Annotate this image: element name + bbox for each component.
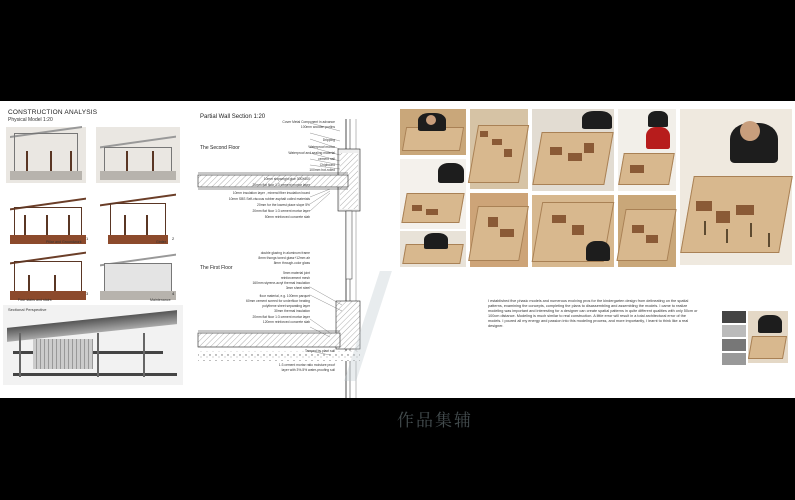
thumb-photo bbox=[722, 339, 746, 351]
note-slab: 10mm SBS Self-viscous rubber asphalt coiled materials bbox=[228, 197, 310, 201]
note-lower: polythene sheet separating layer bbox=[262, 304, 310, 308]
process-photo bbox=[532, 109, 614, 191]
note-lower: 5mm material joint bbox=[283, 271, 310, 275]
caption-girder: Girder bbox=[156, 240, 166, 244]
process-description: I established five phasic models and numerous evolving pros for the kindergarten design from delineating on the spatial patterns, examining the concepts, completing the plans to disassembling and assembling the models. I came to realize modeling was important and interesting for a designer can create spatial patterns in quite different qualities with only 50cm or 100cm distance. Modeling is much similar to real construction. A little error will result in a total architectural error of the models. I poured all my energy and passion into this modeling process, and more importantly, I learnt to think like a real designer. bbox=[488, 299, 698, 328]
watermark-text: 作品集辅 bbox=[397, 411, 473, 431]
note-lower: 160mm styrene-acryl thermal insulation bbox=[252, 281, 310, 285]
note-upper: Waterproof mortar bbox=[308, 145, 335, 149]
note-window: 8mm thongs toned glass+12mm air bbox=[258, 256, 310, 260]
model-process-page bbox=[398, 101, 795, 398]
process-photo bbox=[400, 231, 466, 267]
caption-stairs: Four stairs and stairs bbox=[18, 298, 52, 302]
note-slab: 20mm flat floor 1:3 cement mortar layer bbox=[252, 183, 310, 187]
model-photo-overview bbox=[6, 127, 86, 183]
note-upper: Waterproof and sealing material bbox=[288, 151, 335, 155]
note-window: double glazing in aluminum frame bbox=[260, 251, 310, 255]
sectional-perspective-render bbox=[3, 305, 183, 385]
note-lower: 1:3 cement mortar ratio moisture proof bbox=[278, 363, 335, 367]
figure-number: 2 bbox=[172, 236, 175, 241]
caption-sectional-perspective: Sectional Perspective bbox=[8, 307, 47, 312]
process-photo bbox=[470, 109, 528, 189]
note-upper: cement nail bbox=[318, 157, 335, 161]
thumb-photo bbox=[722, 325, 746, 337]
model-photo-pillar-groundwork bbox=[6, 191, 90, 247]
note-lower: Tamped by plant soil bbox=[304, 349, 335, 353]
note-upper: 100mm wooden purlins bbox=[300, 125, 335, 129]
model-photo-roof bbox=[96, 127, 180, 183]
section-title: Partial Wall Section 1:20 bbox=[200, 114, 266, 120]
figure-number: 1 bbox=[86, 236, 89, 241]
figure-number: 4 bbox=[172, 291, 175, 296]
note-lower: 120mm reinforced concrete slab bbox=[262, 320, 310, 324]
process-photo bbox=[400, 159, 466, 229]
process-photo-large bbox=[680, 109, 792, 265]
caption-maintenance: Maintenance bbox=[150, 298, 171, 302]
page-heading: CONSTRUCTION ANALYSIS bbox=[8, 109, 98, 116]
note-slab: 10mm shipwright glue 300X600 bbox=[263, 177, 310, 181]
note-lower: 30mm thermal insulation bbox=[274, 309, 310, 313]
process-photo bbox=[532, 195, 614, 267]
floor-label-first: The First Floor bbox=[200, 265, 233, 271]
note-upper: Chipboard bbox=[319, 163, 335, 167]
note-upper: 100mm hot-rolled bbox=[309, 168, 335, 172]
process-photo bbox=[400, 109, 466, 155]
caption-pillar-groundwork: Pillar and Groundwork bbox=[46, 240, 82, 244]
note-upper: Dripping bbox=[322, 138, 335, 142]
note-upper: Cover Metal Component in advance bbox=[282, 120, 335, 124]
note-slab: 20mm flat floor 1:3 cement mortar layer bbox=[252, 209, 310, 213]
note-lower: 3mm sheet steel bbox=[285, 286, 310, 290]
thumb-photo bbox=[722, 353, 746, 365]
floor-label-second: The Second Floor bbox=[200, 145, 240, 151]
figure-number: 3 bbox=[86, 291, 89, 296]
note-lower: 60mm cement screed for underfloor heating bbox=[246, 299, 310, 303]
page-subheading: Physical Model 1:20 bbox=[8, 117, 53, 123]
thumb-photo bbox=[722, 311, 746, 323]
thumb-photo-large bbox=[748, 311, 788, 363]
note-lower: 20mm flat floor 1:3 cement mortar layer bbox=[252, 315, 310, 319]
note-slab: 50mm reinforced concrete slab bbox=[264, 215, 310, 219]
model-photo-stairs bbox=[6, 251, 90, 303]
note-slab: 20mm for the lowest place slope 5% bbox=[257, 203, 310, 207]
portfolio-spread bbox=[0, 101, 795, 431]
process-photo bbox=[618, 109, 676, 191]
note-lower: floor material, e.g. 100mm parquet bbox=[259, 294, 310, 298]
model-photo-girder bbox=[96, 191, 180, 247]
note-lower: reinforcement mesh bbox=[280, 276, 310, 280]
process-photo bbox=[470, 193, 528, 267]
process-photo bbox=[618, 195, 676, 267]
note-slab: 10mm insulation layer , mineral fiber insulation board bbox=[232, 191, 310, 195]
construction-analysis-page bbox=[0, 101, 190, 398]
note-window: 8mm through-color glass bbox=[273, 261, 310, 265]
note-lower: layer with 3%-5% water-proofing soil bbox=[281, 368, 335, 372]
model-photo-maintenance bbox=[96, 251, 180, 303]
